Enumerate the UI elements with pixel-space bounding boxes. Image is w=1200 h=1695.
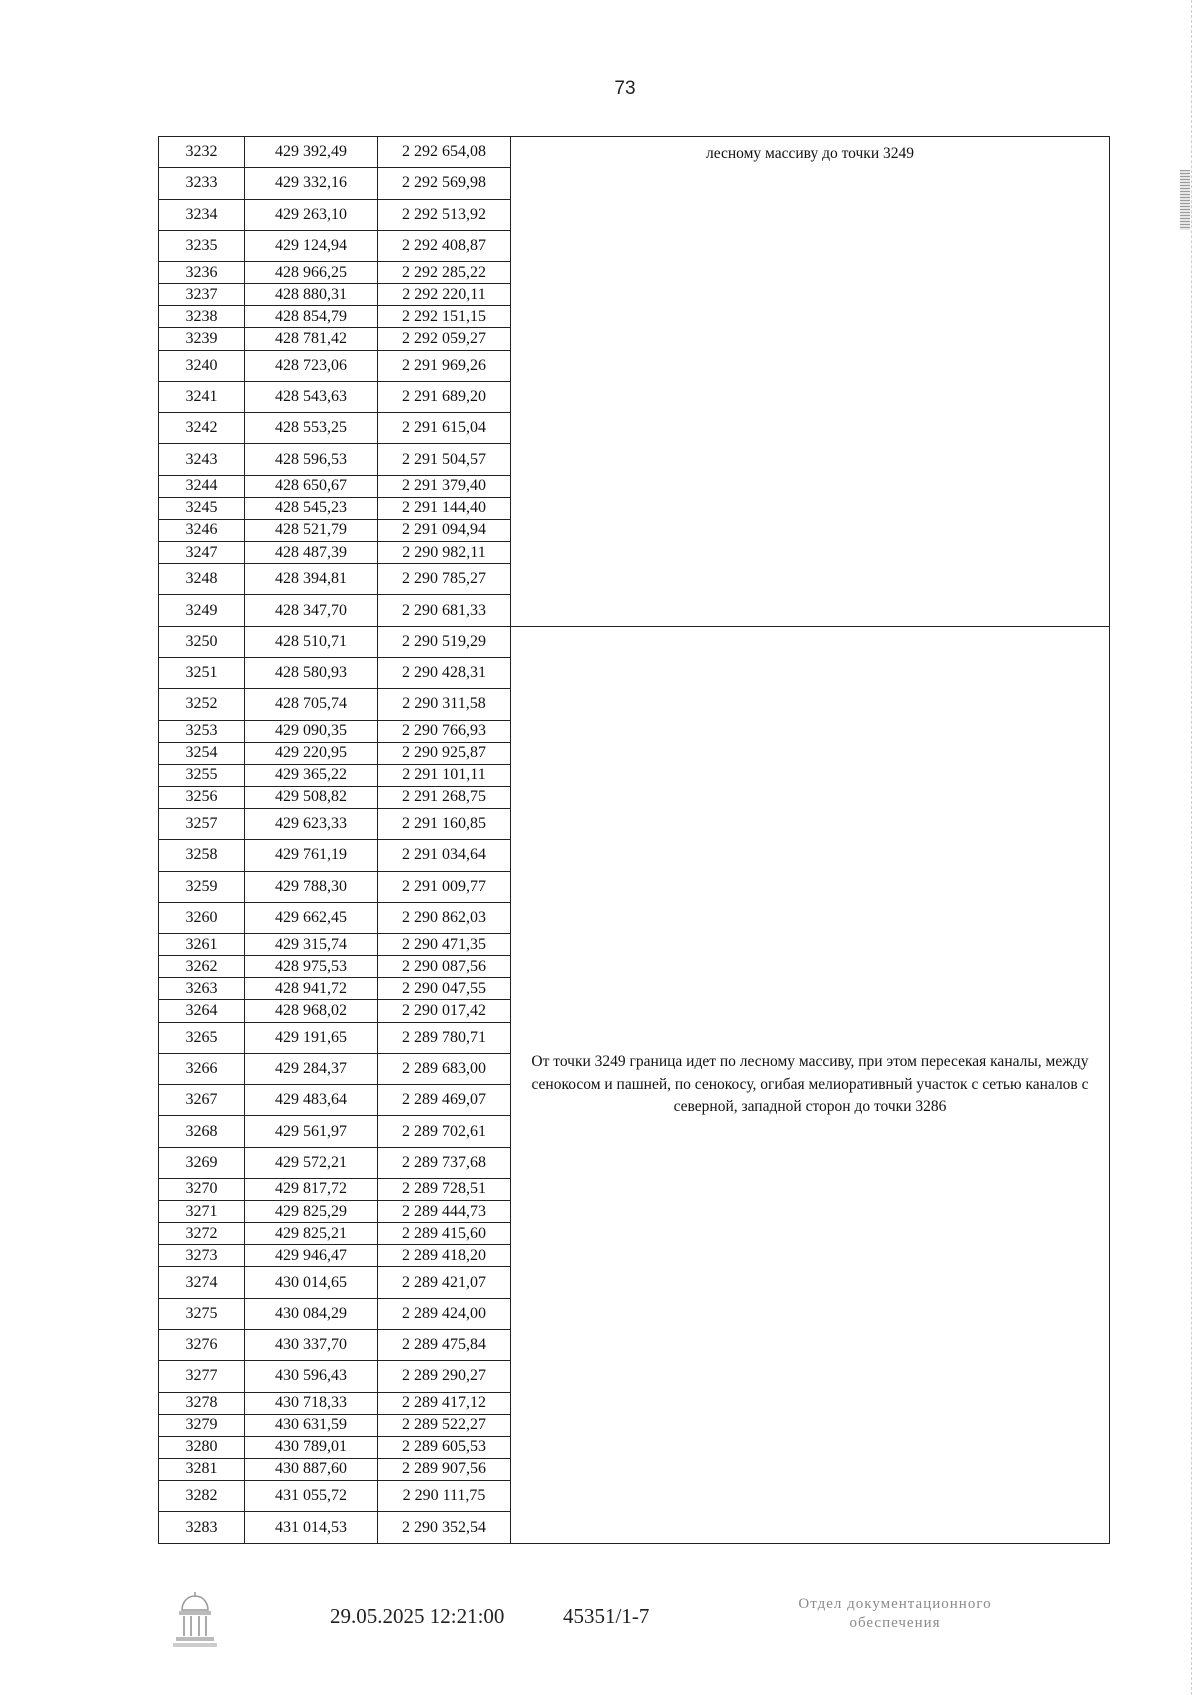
x-coordinate-cell: 428 723,06 [245,350,378,381]
point-number-cell: 3273 [159,1245,245,1267]
y-coordinate-cell: 2 290 047,55 [378,978,511,1000]
point-number-cell: 3248 [159,564,245,595]
x-coordinate-cell: 428 521,79 [245,519,378,541]
table-row [159,626,1110,657]
page-footer [0,1592,1200,1662]
y-coordinate-cell: 2 290 087,56 [378,956,511,978]
y-coordinate-cell: 2 290 862,03 [378,902,511,933]
coordinates-table [158,136,1110,1544]
point-number-cell: 3243 [159,444,245,475]
y-coordinate-cell: 2 289 702,61 [378,1116,511,1147]
y-coordinate-cell: 2 289 737,68 [378,1147,511,1178]
y-coordinate-cell: 2 290 352,54 [378,1512,511,1544]
point-number-cell: 3242 [159,413,245,444]
y-coordinate-cell: 2 290 428,31 [378,657,511,688]
x-coordinate-cell: 431 055,72 [245,1480,378,1511]
x-coordinate-cell: 428 543,63 [245,381,378,412]
y-coordinate-cell: 2 289 424,00 [378,1298,511,1329]
x-coordinate-cell: 429 572,21 [245,1147,378,1178]
x-coordinate-cell: 429 825,29 [245,1201,378,1223]
point-number-cell: 3239 [159,328,245,350]
y-coordinate-cell: 2 290 017,42 [378,1000,511,1022]
y-coordinate-cell: 2 292 059,27 [378,328,511,350]
y-coordinate-cell: 2 289 415,60 [378,1223,511,1245]
y-coordinate-cell: 2 292 654,08 [378,137,511,168]
x-coordinate-cell: 428 854,79 [245,306,378,328]
x-coordinate-cell: 429 508,82 [245,786,378,808]
y-coordinate-cell: 2 289 522,27 [378,1414,511,1436]
x-coordinate-cell: 430 718,33 [245,1392,378,1414]
point-number-cell: 3237 [159,284,245,306]
y-coordinate-cell: 2 289 444,73 [378,1201,511,1223]
y-coordinate-cell: 2 292 220,11 [378,284,511,306]
x-coordinate-cell: 430 014,65 [245,1267,378,1298]
x-coordinate-cell: 429 788,30 [245,871,378,902]
x-coordinate-cell: 428 347,70 [245,595,378,626]
y-coordinate-cell: 2 289 469,07 [378,1085,511,1116]
y-coordinate-cell: 2 291 379,40 [378,475,511,497]
y-coordinate-cell: 2 290 681,33 [378,595,511,626]
point-number-cell: 3259 [159,871,245,902]
x-coordinate-cell: 429 365,22 [245,764,378,786]
point-number-cell: 3267 [159,1085,245,1116]
point-number-cell: 3283 [159,1512,245,1544]
y-coordinate-cell: 2 289 605,53 [378,1436,511,1458]
x-coordinate-cell: 430 631,59 [245,1414,378,1436]
point-number-cell: 3272 [159,1223,245,1245]
point-number-cell: 3269 [159,1147,245,1178]
point-number-cell: 3277 [159,1361,245,1392]
footer-datetime: 29.05.2025 12:21:00 [330,1604,505,1628]
y-coordinate-cell: 2 291 101,11 [378,764,511,786]
table-row [159,137,1110,168]
y-coordinate-cell: 2 290 311,58 [378,689,511,720]
point-number-cell: 3264 [159,1000,245,1022]
x-coordinate-cell: 428 975,53 [245,956,378,978]
point-number-cell: 3244 [159,475,245,497]
point-number-cell: 3232 [159,137,245,168]
x-coordinate-cell: 428 968,02 [245,1000,378,1022]
point-number-cell: 3262 [159,956,245,978]
y-coordinate-cell: 2 289 417,12 [378,1392,511,1414]
point-number-cell: 3266 [159,1053,245,1084]
point-number-cell: 3250 [159,626,245,657]
point-number-cell: 3254 [159,742,245,764]
point-number-cell: 3233 [159,168,245,199]
x-coordinate-cell: 429 284,37 [245,1053,378,1084]
y-coordinate-cell: 2 291 969,26 [378,350,511,381]
x-coordinate-cell: 429 220,95 [245,742,378,764]
point-number-cell: 3252 [159,689,245,720]
point-number-cell: 3257 [159,808,245,839]
point-number-cell: 3238 [159,306,245,328]
point-number-cell: 3263 [159,978,245,1000]
x-coordinate-cell: 429 817,72 [245,1178,378,1200]
coordinates-table-body [159,137,1110,1544]
point-number-cell: 3236 [159,262,245,284]
x-coordinate-cell: 428 394,81 [245,564,378,595]
x-coordinate-cell: 430 337,70 [245,1329,378,1360]
y-coordinate-cell: 2 290 111,75 [378,1480,511,1511]
x-coordinate-cell: 430 084,29 [245,1298,378,1329]
x-coordinate-cell: 428 781,42 [245,328,378,350]
y-coordinate-cell: 2 289 907,56 [378,1458,511,1480]
x-coordinate-cell: 428 545,23 [245,497,378,519]
y-coordinate-cell: 2 291 094,94 [378,519,511,541]
y-coordinate-cell: 2 289 290,27 [378,1361,511,1392]
y-coordinate-cell: 2 289 728,51 [378,1178,511,1200]
y-coordinate-cell: 2 290 982,11 [378,542,511,564]
x-coordinate-cell: 429 124,94 [245,230,378,261]
x-coordinate-cell: 429 825,21 [245,1223,378,1245]
y-coordinate-cell: 2 290 766,93 [378,720,511,742]
x-coordinate-cell: 429 315,74 [245,934,378,956]
x-coordinate-cell: 428 966,25 [245,262,378,284]
point-number-cell: 3249 [159,595,245,626]
point-number-cell: 3275 [159,1298,245,1329]
point-number-cell: 3246 [159,519,245,541]
y-coordinate-cell: 2 290 471,35 [378,934,511,956]
x-coordinate-cell: 430 596,43 [245,1361,378,1392]
x-coordinate-cell: 430 887,60 [245,1458,378,1480]
point-number-cell: 3258 [159,840,245,871]
scan-edge-line [1191,0,1194,1695]
y-coordinate-cell: 2 289 475,84 [378,1329,511,1360]
point-number-cell: 3255 [159,764,245,786]
point-number-cell: 3271 [159,1201,245,1223]
point-number-cell: 3235 [159,230,245,261]
point-number-cell: 3279 [159,1414,245,1436]
x-coordinate-cell: 428 880,31 [245,284,378,306]
y-coordinate-cell: 2 289 421,07 [378,1267,511,1298]
y-coordinate-cell: 2 291 144,40 [378,497,511,519]
x-coordinate-cell: 429 090,35 [245,720,378,742]
point-number-cell: 3281 [159,1458,245,1480]
y-coordinate-cell: 2 290 785,27 [378,564,511,595]
point-number-cell: 3268 [159,1116,245,1147]
y-coordinate-cell: 2 291 504,57 [378,444,511,475]
y-coordinate-cell: 2 291 009,77 [378,871,511,902]
point-number-cell: 3278 [159,1392,245,1414]
y-coordinate-cell: 2 291 034,64 [378,840,511,871]
scan-artifact [1180,170,1190,230]
point-number-cell: 3251 [159,657,245,688]
point-number-cell: 3280 [159,1436,245,1458]
boundary-description-cell: лесному массиву до точки 3249 [511,137,1110,627]
point-number-cell: 3265 [159,1022,245,1053]
x-coordinate-cell: 428 487,39 [245,542,378,564]
x-coordinate-cell: 428 580,93 [245,657,378,688]
x-coordinate-cell: 428 553,25 [245,413,378,444]
x-coordinate-cell: 428 650,67 [245,475,378,497]
y-coordinate-cell: 2 291 268,75 [378,786,511,808]
y-coordinate-cell: 2 289 780,71 [378,1022,511,1053]
emblem-icon [172,1592,218,1652]
x-coordinate-cell: 428 705,74 [245,689,378,720]
point-number-cell: 3240 [159,350,245,381]
x-coordinate-cell: 429 662,45 [245,902,378,933]
y-coordinate-cell: 2 289 683,00 [378,1053,511,1084]
x-coordinate-cell: 429 263,10 [245,199,378,230]
point-number-cell: 3274 [159,1267,245,1298]
department-stamp [770,1595,1020,1633]
point-number-cell: 3247 [159,542,245,564]
point-number-cell: 3253 [159,720,245,742]
point-number-cell: 3276 [159,1329,245,1360]
point-number-cell: 3282 [159,1480,245,1511]
point-number-cell: 3241 [159,381,245,412]
footer-document-code: 45351/1-7 [563,1604,650,1628]
y-coordinate-cell: 2 290 925,87 [378,742,511,764]
y-coordinate-cell: 2 291 615,04 [378,413,511,444]
point-number-cell: 3234 [159,199,245,230]
y-coordinate-cell: 2 292 569,98 [378,168,511,199]
point-number-cell: 3245 [159,497,245,519]
x-coordinate-cell: 429 483,64 [245,1085,378,1116]
x-coordinate-cell: 428 941,72 [245,978,378,1000]
x-coordinate-cell: 429 332,16 [245,168,378,199]
y-coordinate-cell: 2 292 151,15 [378,306,511,328]
y-coordinate-cell: 2 292 513,92 [378,199,511,230]
x-coordinate-cell: 428 596,53 [245,444,378,475]
y-coordinate-cell: 2 292 408,87 [378,230,511,261]
point-number-cell: 3261 [159,934,245,956]
x-coordinate-cell: 430 789,01 [245,1436,378,1458]
x-coordinate-cell: 431 014,53 [245,1512,378,1544]
x-coordinate-cell: 429 392,49 [245,137,378,168]
x-coordinate-cell: 429 761,19 [245,840,378,871]
boundary-description-cell: От точки 3249 граница идет по лесному массиву, при этом пересекая каналы, между сенокосом и пашней, по сенокосу, огибая мелиоративный участок с сетью каналов с северной, западной сторон до точки 3286 [511,626,1110,1543]
x-coordinate-cell: 429 561,97 [245,1116,378,1147]
department-stamp-line1: Отдел документационного [798,1596,992,1612]
y-coordinate-cell: 2 291 689,20 [378,381,511,412]
page-number: 73 [614,78,636,99]
y-coordinate-cell: 2 289 418,20 [378,1245,511,1267]
y-coordinate-cell: 2 290 519,29 [378,626,511,657]
x-coordinate-cell: 428 510,71 [245,626,378,657]
x-coordinate-cell: 429 623,33 [245,808,378,839]
point-number-cell: 3260 [159,902,245,933]
point-number-cell: 3256 [159,786,245,808]
point-number-cell: 3270 [159,1178,245,1200]
x-coordinate-cell: 429 191,65 [245,1022,378,1053]
y-coordinate-cell: 2 291 160,85 [378,808,511,839]
y-coordinate-cell: 2 292 285,22 [378,262,511,284]
x-coordinate-cell: 429 946,47 [245,1245,378,1267]
department-stamp-line2: обеспечения [849,1614,941,1631]
